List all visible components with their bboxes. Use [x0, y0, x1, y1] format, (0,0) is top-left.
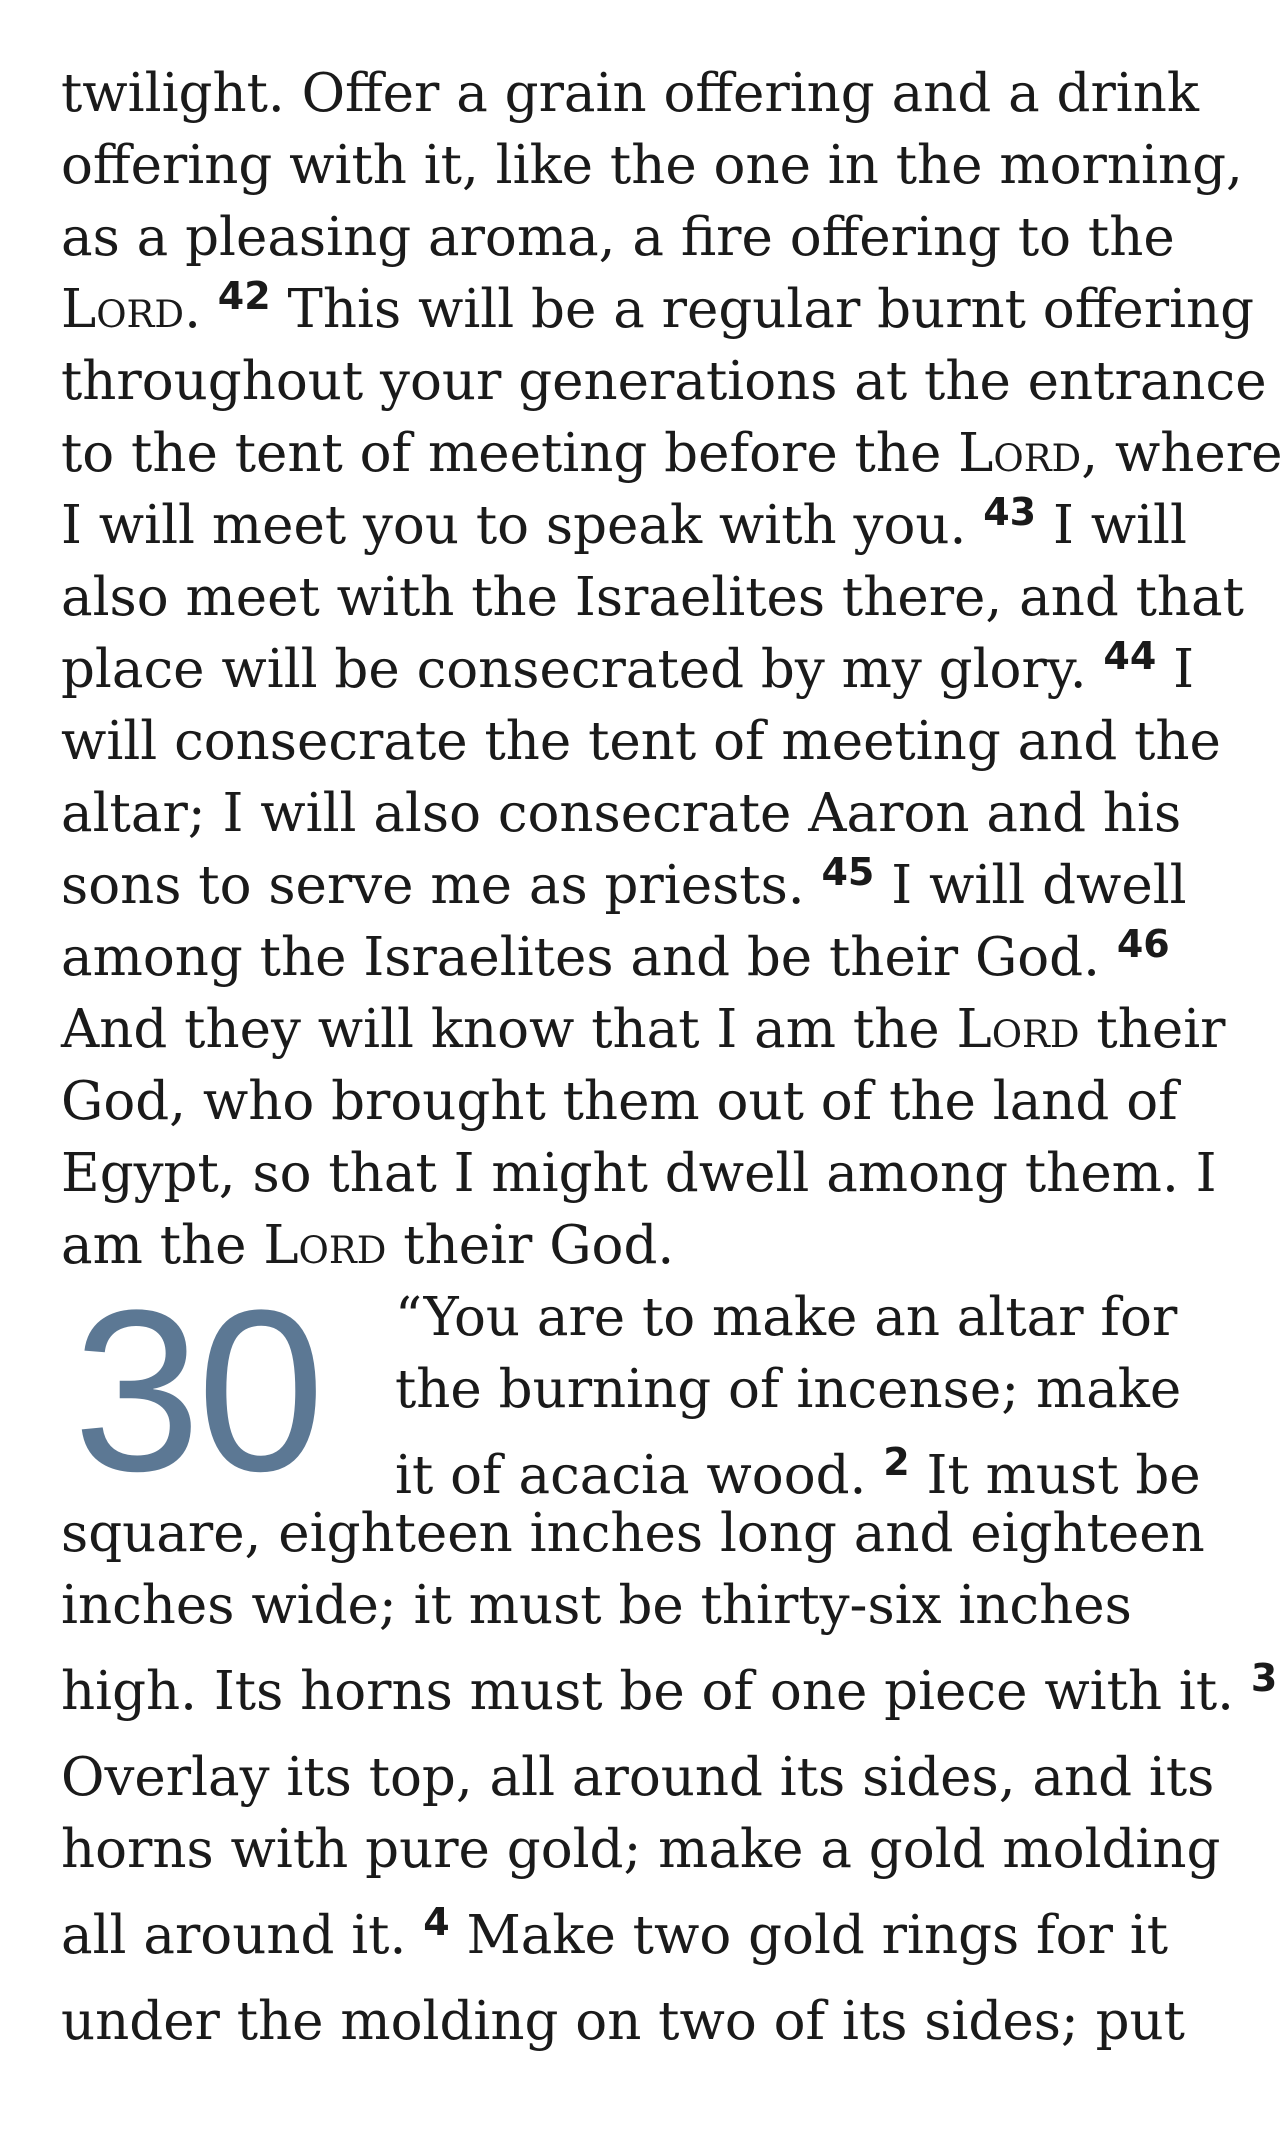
divine-name: Lord — [958, 423, 1082, 484]
text-line: the burning of incense; make — [395, 1359, 1182, 1420]
text-line: twilight. Offer a grain offering and a drink — [61, 63, 1199, 124]
scripture-text — [61, 58, 1283, 2058]
verse-number[interactable]: 44 — [1103, 634, 1157, 678]
text-run: I — [1156, 639, 1195, 700]
text-line — [61, 274, 1255, 346]
text-run: And they will know that I am the — [61, 999, 957, 1060]
text-line: altar; I will also consecrate Aaron and his — [61, 783, 1182, 844]
text-line: throughout your generations at the entrance — [61, 351, 1267, 412]
verse-number[interactable]: 2 — [883, 1440, 910, 1484]
text-run: It must be — [909, 1445, 1201, 1506]
text-run: their God. — [386, 1215, 675, 1276]
chapter-opening — [61, 1262, 1201, 1519]
text-line — [61, 418, 1283, 490]
text-line — [395, 1426, 1201, 1526]
text-run: I will dwell — [874, 855, 1187, 916]
text-run: place will be consecrated by my glory. — [61, 639, 1104, 700]
text-run: all around it. — [61, 1905, 424, 1966]
text-run: their — [1079, 999, 1226, 1060]
verse-number[interactable]: 4 — [423, 1900, 450, 1944]
divine-name: Lord — [956, 999, 1080, 1060]
text-line — [61, 850, 1201, 922]
chapter-number[interactable]: 30 — [73, 1262, 321, 1519]
text-line: “You are to make an altar for — [395, 1287, 1178, 1348]
text-run: am the — [61, 1215, 264, 1276]
text-line: Overlay its top, all around its sides, and its — [61, 1747, 1215, 1808]
text-run: I will — [1036, 495, 1187, 556]
text-line — [61, 634, 1201, 706]
divine-name: Lord — [61, 279, 185, 340]
verse-number[interactable]: 45 — [821, 850, 875, 894]
text-line — [61, 922, 1201, 994]
text-line: God, who brought them out of the land of — [61, 1071, 1178, 1132]
text-run: , where — [1081, 423, 1283, 484]
text-run: . — [184, 279, 218, 340]
text-line — [61, 1642, 1278, 1742]
text-line — [61, 994, 1226, 1066]
text-run: it of acacia wood. — [395, 1445, 884, 1506]
chapter-opening-text — [395, 1282, 1201, 1526]
text-line: also meet with the Israelites there, and that — [61, 567, 1244, 628]
text-line: as a pleasing aroma, a fire offering to the — [61, 207, 1175, 268]
text-run: to the tent of meeting before the — [61, 423, 959, 484]
text-line: inches wide; it must be thirty-six inches — [61, 1575, 1132, 1636]
text-run: high. Its horns must be of one piece with it. — [61, 1661, 1251, 1722]
text-line: offering with it, like the one in the morning, — [61, 135, 1243, 196]
divine-name: Lord — [263, 1215, 387, 1276]
verse-number[interactable]: 3 — [1250, 1656, 1278, 1700]
verse-number[interactable]: 43 — [983, 490, 1037, 534]
text-line: Egypt, so that I might dwell among them. I — [61, 1143, 1217, 1204]
text-line: horns with pure gold; make a gold molding — [61, 1819, 1221, 1880]
text-run: This will be a regular burnt offering — [270, 279, 1255, 340]
text-run: among the Israelites and be their God. — [61, 927, 1117, 988]
text-run: I will meet you to speak with you. — [61, 495, 984, 556]
text-line: square, eighteen inches long and eighteen — [61, 1503, 1205, 1564]
text-run: Make two gold rings for it — [449, 1905, 1169, 1966]
text-line — [61, 1886, 1201, 1986]
text-line — [61, 490, 1201, 562]
text-run: sons to serve me as priests. — [61, 855, 822, 916]
text-line: under the molding on two of its sides; put — [61, 1991, 1185, 2052]
text-line: will consecrate the tent of meeting and the — [61, 711, 1221, 772]
verse-number[interactable]: 42 — [217, 274, 271, 318]
verse-number[interactable]: 46 — [1116, 922, 1170, 966]
